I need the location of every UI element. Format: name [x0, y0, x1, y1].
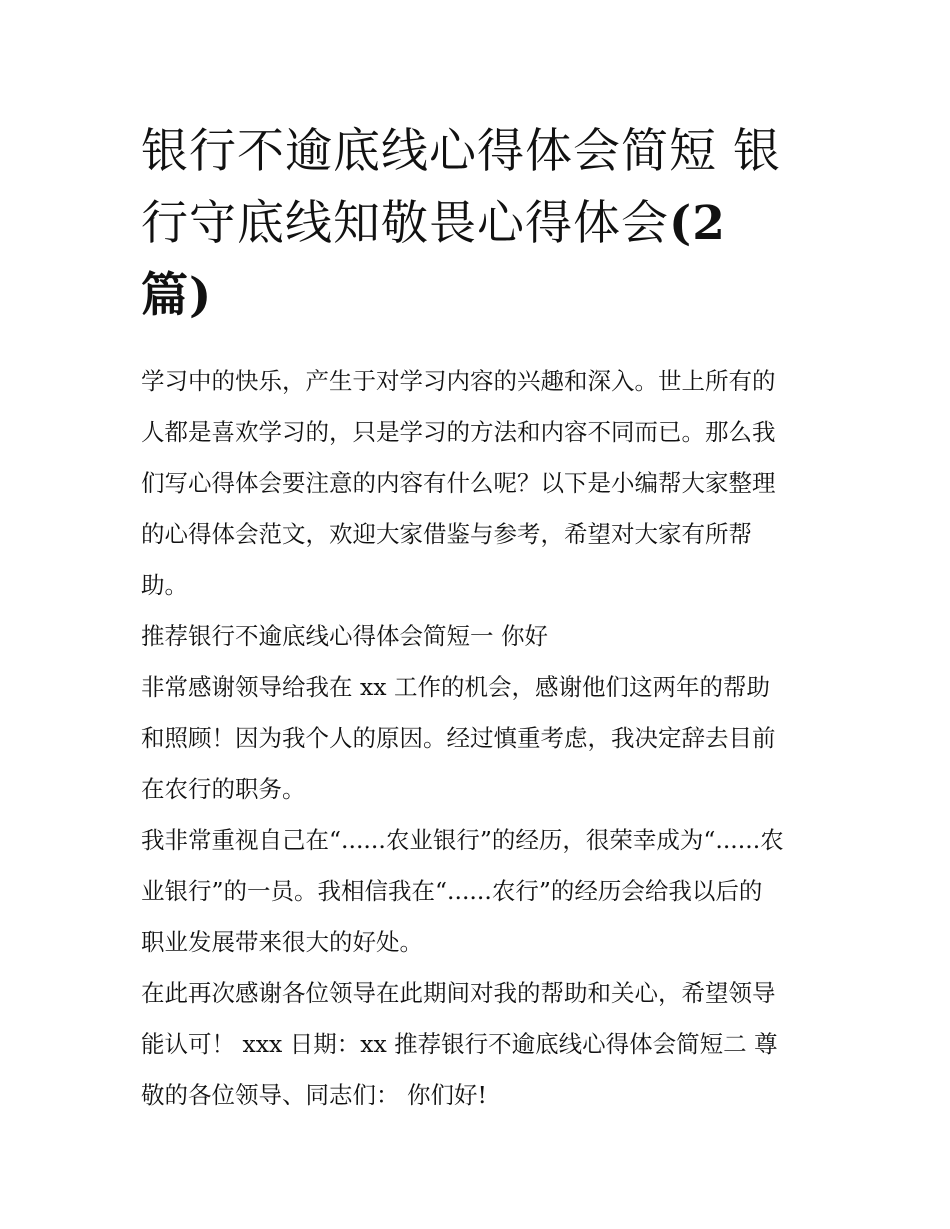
body-paragraph: [141, 968, 821, 1121]
text-line: 能认可！ xxx 日期：xx 推荐银行不逾底线心得体会简短二 尊: [141, 1030, 778, 1058]
body-paragraph: [141, 815, 821, 968]
document-body: [141, 356, 821, 1121]
text-line: 职业发展带来很大的好处。: [141, 928, 423, 956]
title-line: 银行不逾底线心得体会简短 银: [141, 124, 781, 179]
text-line: 们写心得体会要注意的内容有什么呢？以下是小编帮大家整理: [141, 469, 776, 497]
text-line: 学习中的快乐，产生于对学习内容的兴趣和深入。世上所有的: [141, 367, 776, 395]
text-line: 我非常重视自己在“......农业银行”的经历，很荣幸成为“......农: [141, 826, 784, 854]
text-line: 人都是喜欢学习的，只是学习的方法和内容不同而已。那么我: [141, 418, 776, 446]
document-title: [141, 116, 821, 332]
text-line: 敬的各位领导、同志们： 你们好!: [141, 1081, 487, 1109]
text-line: 助。: [141, 571, 188, 599]
text-line: 的心得体会范文，欢迎大家借鉴与参考，希望对大家有所帮: [141, 520, 752, 548]
intro-paragraph: [141, 356, 821, 611]
text-line: 在此再次感谢各位领导在此期间对我的帮助和关心，希望领导: [141, 979, 776, 1007]
text-line: 和照顾！因为我个人的原因。经过慎重考虑，我决定辞去目前: [141, 724, 776, 752]
section-heading-paragraph: [141, 611, 821, 662]
text-line: 在农行的职务。: [141, 775, 306, 803]
title-line: [141, 188, 821, 260]
text-line: 业银行”的一员。我相信我在“......农行”的经历会给我以后的: [141, 877, 763, 905]
text-line: 非常感谢领导给我在 xx 工作的机会，感谢他们这两年的帮助: [141, 673, 770, 701]
body-paragraph: [141, 662, 821, 815]
title-line-text: 行守底线知敬畏心得体会: [141, 196, 669, 251]
document-content: [141, 116, 821, 1121]
title-count-open: (2: [669, 196, 726, 251]
title-line: 篇): [141, 268, 213, 323]
text-line: 推荐银行不逾底线心得体会简短一 你好: [141, 622, 548, 650]
